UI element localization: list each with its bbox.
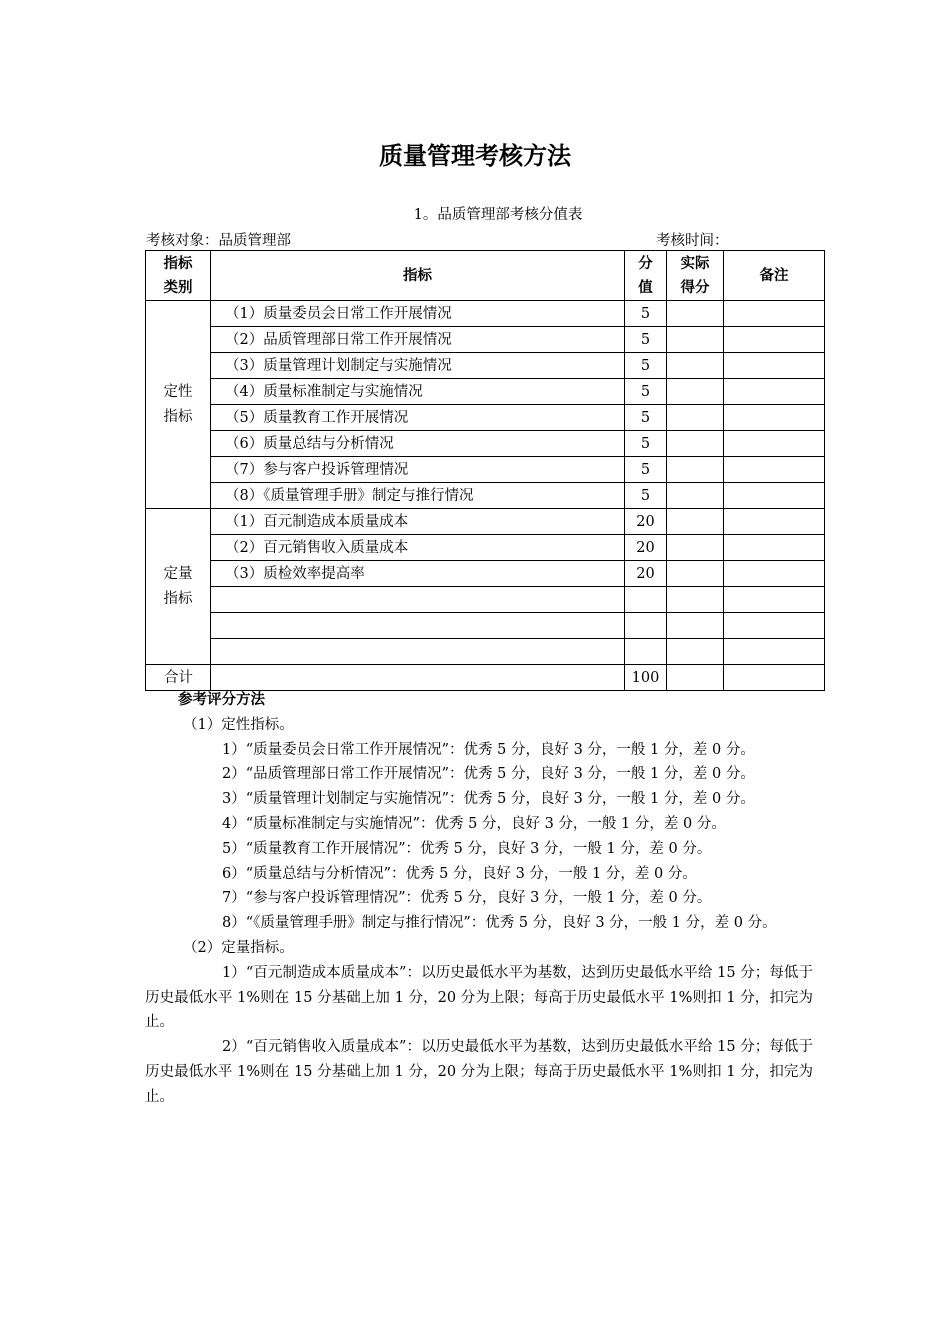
- qualitative-heading: （1）定性指标。: [183, 716, 294, 733]
- table-row: [146, 379, 825, 405]
- table-row: [146, 535, 825, 561]
- indicator-cell: [211, 639, 625, 665]
- remark-cell[interactable]: [724, 535, 825, 561]
- indicator-cell: （1）百元制造成本质量成本: [211, 509, 625, 535]
- table-row: [146, 301, 825, 327]
- page-title: 质量管理考核方法: [379, 142, 571, 170]
- table-row: [146, 405, 825, 431]
- remark-cell[interactable]: [724, 353, 825, 379]
- score-cell: 5: [625, 301, 667, 327]
- quantitative-heading: （2）定量指标。: [183, 939, 294, 956]
- indicator-cell: （2）品质管理部日常工作开展情况: [211, 327, 625, 353]
- method-heading: 参考评分方法: [178, 692, 265, 708]
- actual-score-cell[interactable]: [667, 639, 724, 665]
- score-cell: 5: [625, 483, 667, 509]
- method-item: 5）“质量教育工作开展情况”：优秀 5 分，良好 3 分，一般 1 分，差 0 分。: [222, 840, 712, 857]
- total-indicator-cell: [211, 665, 625, 691]
- method-item: 8）“《质量管理手册》制定与推行情况”：优秀 5 分，良好 3 分，一般 1 分，差 0 分。: [222, 915, 777, 932]
- score-cell: 20: [625, 535, 667, 561]
- indicator-cell: （4）质量标准制定与实施情况: [211, 379, 625, 405]
- indicator-cell: [211, 587, 625, 613]
- method-item: 3）“质量管理计划制定与实施情况”：优秀 5 分，良好 3 分，一般 1 分，差 0 分。: [222, 791, 755, 808]
- method-item: 1）“质量委员会日常工作开展情况”：优秀 5 分，良好 3 分，一般 1 分，差 0 分。: [222, 741, 755, 758]
- header-score: 分值: [625, 251, 667, 301]
- score-cell: 20: [625, 561, 667, 587]
- indicator-cell: [211, 613, 625, 639]
- total-label: 合计: [146, 665, 211, 691]
- table-row: [146, 483, 825, 509]
- remark-cell[interactable]: [724, 457, 825, 483]
- score-cell: 5: [625, 379, 667, 405]
- score-cell: [625, 613, 667, 639]
- actual-score-cell[interactable]: [667, 431, 724, 457]
- table-row: [146, 457, 825, 483]
- table-row: [146, 561, 825, 587]
- indicator-cell: （1）质量委员会日常工作开展情况: [211, 301, 625, 327]
- actual-score-cell[interactable]: [667, 405, 724, 431]
- score-cell: 5: [625, 431, 667, 457]
- table-row: [146, 587, 825, 613]
- method-item: 1）“百元制造成本质量成本”：以历史最低水平为基数，达到历史最低水平给 15 分；每低于历史最低水平 1%则在 15 分基础上加 1 分，20 分为上限；每高于历史最低水平 1%则扣 1 分，扣完为止。: [145, 964, 813, 1031]
- table-header-row: [146, 251, 825, 301]
- score-cell: 5: [625, 353, 667, 379]
- assessment-time: 考核时间：: [656, 233, 729, 249]
- score-cell: 5: [625, 405, 667, 431]
- total-score: 100: [625, 665, 667, 691]
- header-remark: 备注: [724, 251, 825, 301]
- remark-cell[interactable]: [724, 509, 825, 535]
- table-caption: 1。品质管理部考核分值表: [413, 207, 583, 223]
- header-category: 指标类别: [146, 251, 211, 301]
- actual-score-cell[interactable]: [667, 509, 724, 535]
- scoring-method: [145, 688, 813, 1110]
- remark-cell[interactable]: [724, 327, 825, 353]
- table-row: [146, 431, 825, 457]
- actual-score-cell[interactable]: [667, 327, 724, 353]
- quantitative-category: 定量指标: [146, 509, 211, 665]
- table-row: [146, 613, 825, 639]
- actual-score-cell[interactable]: [667, 613, 724, 639]
- total-remark-cell[interactable]: [724, 665, 825, 691]
- indicator-cell: （5）质量教育工作开展情况: [211, 405, 625, 431]
- indicator-cell: （7）参与客户投诉管理情况: [211, 457, 625, 483]
- indicator-cell: （3）质量管理计划制定与实施情况: [211, 353, 625, 379]
- score-cell: [625, 639, 667, 665]
- method-item: 6）“质量总结与分析情况”：优秀 5 分，良好 3 分，一般 1 分，差 0 分。: [222, 865, 697, 882]
- actual-score-cell[interactable]: [667, 457, 724, 483]
- remark-cell[interactable]: [724, 561, 825, 587]
- indicator-cell: （2）百元销售收入质量成本: [211, 535, 625, 561]
- remark-cell[interactable]: [724, 301, 825, 327]
- remark-cell[interactable]: [724, 587, 825, 613]
- actual-score-cell[interactable]: [667, 483, 724, 509]
- remark-cell[interactable]: [724, 379, 825, 405]
- actual-score-cell[interactable]: [667, 379, 724, 405]
- method-item: 4）“质量标准制定与实施情况”：优秀 5 分，良好 3 分，一般 1 分，差 0 分。: [222, 815, 726, 832]
- table-row: [146, 327, 825, 353]
- remark-cell[interactable]: [724, 405, 825, 431]
- table-row: [146, 353, 825, 379]
- remark-cell[interactable]: [724, 431, 825, 457]
- score-cell: 5: [625, 327, 667, 353]
- score-cell: [625, 587, 667, 613]
- indicator-cell: （6）质量总结与分析情况: [211, 431, 625, 457]
- actual-score-cell[interactable]: [667, 535, 724, 561]
- assessment-target: 考核对象：品质管理部: [146, 233, 291, 249]
- score-table: [145, 250, 825, 691]
- remark-cell[interactable]: [724, 639, 825, 665]
- method-item: 7）“参与客户投诉管理情况”：优秀 5 分，良好 3 分，一般 1 分，差 0 分。: [222, 890, 712, 907]
- table-row: [146, 509, 825, 535]
- total-row: [146, 665, 825, 691]
- table-row: [146, 639, 825, 665]
- actual-score-cell[interactable]: [667, 353, 724, 379]
- actual-score-cell[interactable]: [667, 561, 724, 587]
- score-cell: 20: [625, 509, 667, 535]
- total-actual-cell[interactable]: [667, 665, 724, 691]
- actual-score-cell[interactable]: [667, 301, 724, 327]
- header-indicator: 指标: [211, 251, 625, 301]
- header-actual: 实际得分: [667, 251, 724, 301]
- qualitative-category: 定性指标: [146, 301, 211, 509]
- method-item: 2）“百元销售收入质量成本”：以历史最低水平为基数，达到历史最低水平给 15 分；每低于历史最低水平 1%则在 15 分基础上加 1 分，20 分为上限；每高于历史最低水平 1%则扣 1 分，扣完为止。: [145, 1039, 813, 1105]
- remark-cell[interactable]: [724, 483, 825, 509]
- indicator-cell: （8）《质量管理手册》制定与推行情况: [211, 483, 625, 509]
- indicator-cell: （3）质检效率提高率: [211, 561, 625, 587]
- actual-score-cell[interactable]: [667, 587, 724, 613]
- remark-cell[interactable]: [724, 613, 825, 639]
- score-cell: 5: [625, 457, 667, 483]
- method-item: 2）“品质管理部日常工作开展情况”：优秀 5 分，良好 3 分，一般 1 分，差 0 分。: [222, 766, 755, 783]
